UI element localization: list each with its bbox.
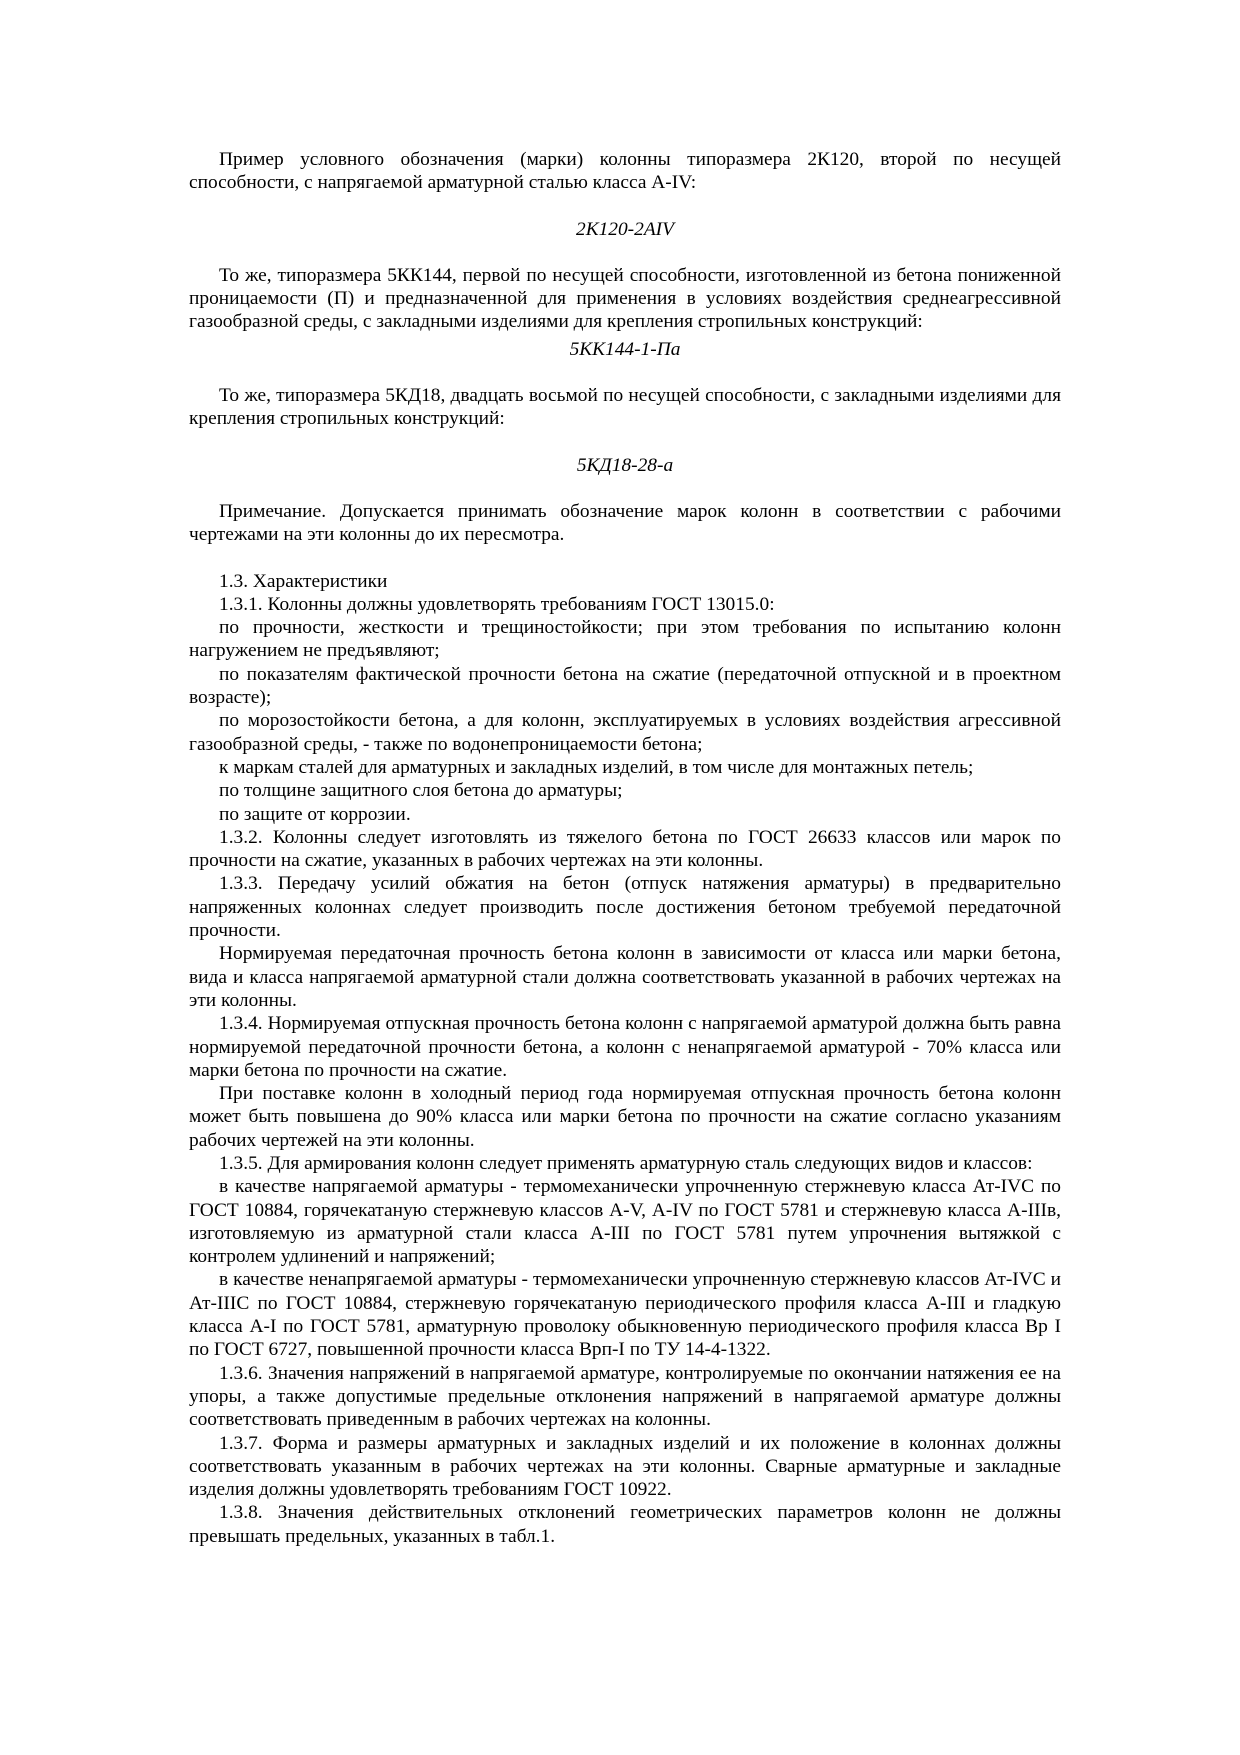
section-heading: 1.3. Характеристики: [219, 570, 388, 592]
spacer: [189, 477, 1061, 500]
section-paragraph: в качестве напрягаемой арматуры - термомеханически упрочненную стержневую класса Ат-IVC по ГОСТ 10884, горячекатаную стержневую классов А-V, А-IV по ГОСТ 5781 и стержневую класса А-IIIв, изготовляемую из арматурной стали класса А-III по ГОСТ 5781 путем упрочнения вытяжкой с контролем удлинений и напряжений;: [189, 1176, 1061, 1268]
section-paragraph: 1.3.1. Колонны должны удовлетворять требованиям ГОСТ 13015.0:: [219, 593, 775, 615]
section-paragraph: по морозостойкости бетона, а для колонн, эксплуатируемых в условиях воздействия агрессивной газообразной среды, - также по водонепроницаемости бетона;: [189, 710, 1061, 755]
section-paragraph: по защите от коррозии.: [219, 803, 411, 825]
spacer: [189, 195, 1061, 218]
spacer: [189, 431, 1061, 454]
section-paragraph: по показателям фактической прочности бетона на сжатие (передаточной отпускной и в проектном возрасте);: [189, 663, 1061, 709]
section-paragraph: 1.3.6. Значения напряжений в напрягаемой арматуре, контролируемые по окончании натяжения ее на упоры, а также допустимые предельные отклонения напряжений в напрягаемой арматуре должны соответствовать приведенным в рабочих чертежах на колонны.: [189, 1362, 1061, 1431]
section-paragraph: по прочности, жесткости и трещиностойкости; при этом требования по испытанию колонн нагружением не предъявляют;: [189, 617, 1061, 662]
example-paragraph-2: То же, типоразмера 5КК144, первой по несущей способности, изготовленной из бетона пониженной проницаемости (П) и предназначенной для применения в условиях воздействия среднеагрессивной газообразной среды, с закладными изделиями для крепления стропильных конструкций:: [189, 264, 1061, 333]
note-paragraph: Примечание. Допускается принимать обозначение марок колонн в соответствии с рабочими чертежами на эти колонны до их пересмотра.: [189, 500, 1061, 546]
mark-example-2: 5КК144-1-Па: [569, 338, 681, 360]
section-paragraph: 1.3.8. Значения действительных отклонений геометрических параметров колонн не должны превышать предельных, указанных в табл.1.: [189, 1502, 1061, 1547]
example-paragraph-1: Пример условного обозначения (марки) колонны типоразмера 2К120, второй по несущей способности, с напрягаемой арматурной сталью класса A-IV:: [189, 149, 1061, 194]
spacer: [189, 361, 1061, 384]
section-paragraph: При поставке колонн в холодный период года нормируемая отпускная прочность бетона колонн может быть повышена до 90% класса или марки бетона по прочности на сжатие согласно указаниям рабочих чертежей на эти колонны.: [189, 1083, 1061, 1151]
section-paragraph: 1.3.2. Колонны следует изготовлять из тяжелого бетона по ГОСТ 26633 классов или марок по прочности на сжатие, указанных в рабочих чертежах на эти колонны.: [189, 826, 1061, 872]
mark-example-1: 2К120-2AIV: [576, 218, 674, 240]
section-paragraph: 1.3.3. Передачу усилий обжатия на бетон (отпуск натяжения арматуры) в предварительно напряженных колоннах следует производить после достижения бетоном требуемой передаточной прочности.: [189, 873, 1061, 942]
section-paragraph: 1.3.7. Форма и размеры арматурных и закладных изделий и их положение в колоннах должны соответствовать указанным в рабочих чертежах на эти колонны. Сварные арматурные и закладные изделия должны удовлетворять требованиям ГОСТ 10922.: [189, 1432, 1061, 1501]
spacer: [189, 241, 1061, 264]
section-paragraph: Нормируемая передаточная прочность бетона колонн в зависимости от класса или марки бетона, вида и класса напрягаемой арматурной стали должна соответствовать указанной в рабочих чертежах на эти колонны.: [189, 943, 1061, 1011]
section-paragraph: 1.3.4. Нормируемая отпускная прочность бетона колонн с напрягаемой арматурой должна быть равна нормируемой передаточной прочности бетона, а колонн с ненапрягаемой арматурой - 70% класса или марки бетона по прочности на сжатие.: [189, 1013, 1061, 1081]
section-paragraph: к маркам сталей для арматурных и закладных изделий, в том числе для монтажных петель;: [219, 756, 974, 778]
mark-example-3: 5КД18-28-а: [576, 454, 674, 476]
spacer: [189, 547, 1061, 570]
document-page: [189, 148, 1061, 1548]
section-paragraph: 1.3.5. Для армирования колонн следует применять арматурную сталь следующих видов и классов:: [219, 1152, 1033, 1174]
section-paragraph: по толщине защитного слоя бетона до арматуры;: [219, 780, 623, 802]
example-paragraph-3: То же, типоразмера 5КД18, двадцать восьмой по несущей способности, с закладными изделиями для крепления стропильных конструкций:: [189, 385, 1061, 430]
section-paragraph: в качестве ненапрягаемой арматуры - термомеханически упрочненную стержневую классов Ат-IVC и Ат-IIIC по ГОСТ 10884, стержневую горячекатаную периодического профиля класса А-III и гладкую класса А-I по ГОСТ 5781, арматурную проволоку обыкновенную периодического профиля класса Вр I по ГОСТ 6727, повышенной прочности класса Врп-I по ТУ 14-4-1322.: [189, 1269, 1061, 1361]
